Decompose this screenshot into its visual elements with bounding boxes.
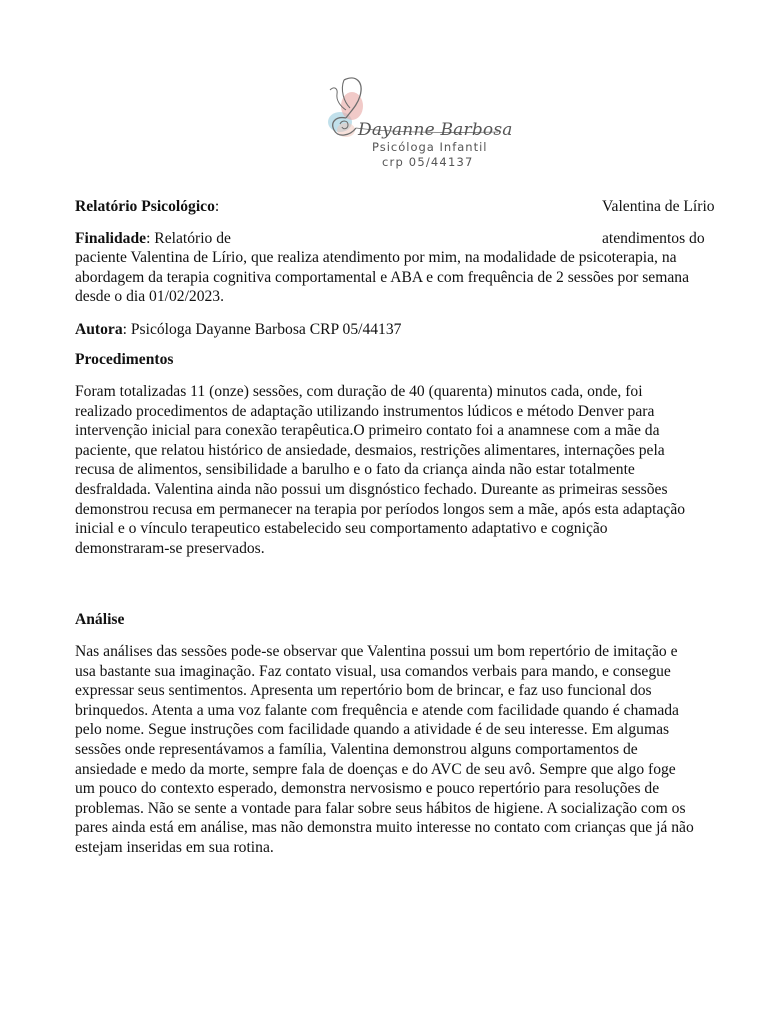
analysis-heading: Análise [75,611,125,628]
report-title-colon: : [214,198,220,215]
author-row [75,320,695,340]
analysis-text: Nas análises das sessões pode-se observar que Valentina possui um bom repertório de imitação e usa bastante sua imaginação. Faz contato visual, usa comandos verbais para mando, e consegue expressar seus sentimentos. Apresenta um repertório bom de brincar, e faz uso funcional dos brinquedos. Atenta a uma voz falante com frequência e atende com facilidade quando é chamada pelo nome. Segue instruções com facilidade quando a atividade é de seu interesse. Em algumas sessões onde representávamos a família, Valentina demonstrou alguns comportamentos de ansiedade e medo da morte, sempre fala de doenças e do AVC de seu avô. Sempre que algo foge um pouco do contexto esperado, demonstra nervosismo e pouco repertório para resoluções de problemas. Não se sente a vontade para falar sobre seus hábitos de higiene. A socialização com os pares ainda está em análise, mas não demonstra muito interesse no contato com crianças que já não estejam inseridas em sua rotina. [75,643,694,856]
analysis-paragraph [75,642,695,858]
purpose-line-end: atendimentos do [602,230,705,247]
author-label: Autora [75,321,123,338]
logo-subtitle: Psicóloga Infantil [372,140,488,154]
psychologist-logo [300,68,513,173]
purpose-text: paciente Valentina de Lírio, que realiza atendimento por mim, na modalidade de psicoterapia, na abordagem da terapia cognitiva comportamental e ABA e com frequência de 2 sessões por semana desde o dia 01/02/2023. [75,249,689,306]
procedures-text: Foram totalizadas 11 (onze) sessões, com duração de 40 (quarenta) minutos cada, onde, foi realizado procedimentos de adaptação utilizando instrumentos lúdicos e método Denver para intervenção inicial para conexão terapêutica.O primeiro contato foi a anamnese com a mãe da paciente, que relatou histórico de ansiedade, desmaios, restrições alimentares, internações pela recusa de alimentos, sensibilidade a barulho e o fato da criança ainda não estar totalmente desfraldada. Valentina ainda não possui um disgnóstico fechado. Dureante as primeiras sessões demonstrou recusa em permanecer na terapia por períodos longos sem a mãe, após esta adaptação inicial e o vínculo terapeutico estabelecido seu comportamento adaptativo e cognição demonstraram-se preservados. [75,383,686,557]
purpose-paragraph [75,248,695,307]
procedures-heading: Procedimentos [75,351,174,368]
procedures-paragraph [75,382,695,558]
logo-crp-number: crp 05/44137 [382,155,474,169]
report-title: Relatório Psicológico [75,198,215,215]
report-title-row [75,197,715,217]
author-value: : Psicóloga Dayanne Barbosa CRP 05/44137 [122,321,402,338]
purpose-line-start: : Relatório de [146,230,231,247]
patient-name: Valentina de Lírio [602,198,715,215]
purpose-label: Finalidade [75,230,147,247]
logo-name: Dayanne Barbosa [358,120,513,140]
purpose-first-line [75,229,705,249]
